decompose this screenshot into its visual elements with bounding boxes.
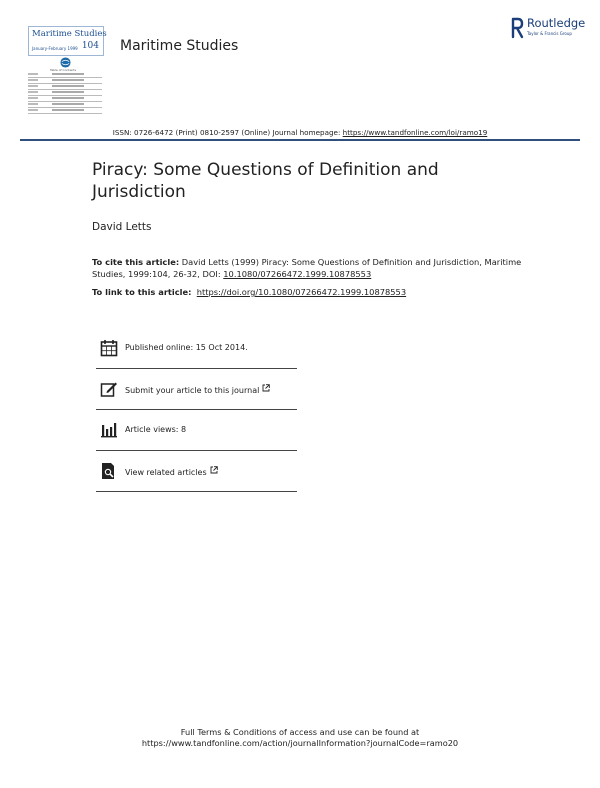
issn-text: ISSN: 0726-6472 (Print) 0810-2597 (Online) Journal homepage: xyxy=(112,128,343,137)
article-author: David Letts xyxy=(92,221,152,233)
link-block xyxy=(92,287,406,297)
publisher-name: Routledge xyxy=(527,16,586,30)
routledge-logo-icon xyxy=(511,17,524,39)
article-views-text: Article views: 8 xyxy=(125,425,187,434)
publisher-tagline: Taylor & Francis Group xyxy=(527,31,572,36)
cover-subtitle: January-February 1999 xyxy=(32,46,78,51)
article-views-box xyxy=(96,410,297,451)
cover-contents-list xyxy=(28,72,102,114)
edit-icon xyxy=(100,380,118,398)
cover-header-band xyxy=(28,26,107,56)
related-articles-label: View related articles xyxy=(125,468,207,477)
cover-title: Maritime Studies xyxy=(32,29,107,39)
cover-issue-number: 104 xyxy=(81,41,99,51)
external-link-icon xyxy=(210,466,218,474)
submit-article-label: Submit your article to this journal xyxy=(125,386,260,395)
cover-contents-label: Table of Contents xyxy=(50,68,77,72)
related-articles-box[interactable] xyxy=(96,451,297,492)
submit-article-link[interactable] xyxy=(125,384,270,395)
calendar-icon xyxy=(100,339,118,357)
external-link-icon xyxy=(262,384,270,392)
citation-text: David Letts (1999) Piracy: Some Questions of Definition and Jurisdiction, Maritime Studies, 1999:104, 26-32, DOI: xyxy=(92,257,522,279)
globe-icon xyxy=(60,57,71,68)
footer xyxy=(0,727,600,749)
bar-chart-icon xyxy=(100,421,118,439)
article-doi-link[interactable]: https://doi.org/10.1080/07266472.1999.10878553 xyxy=(196,287,407,297)
footer-terms-text: Full Terms & Conditions of access and use can be found at xyxy=(180,727,420,737)
related-articles-link[interactable] xyxy=(125,466,218,477)
submit-article-box[interactable] xyxy=(96,369,297,410)
document-search-icon xyxy=(100,462,118,480)
issn-line xyxy=(0,128,600,137)
header-divider xyxy=(20,139,580,141)
link-label: To link to this article: xyxy=(92,287,192,297)
journal-cover-thumbnail xyxy=(28,26,107,110)
citation-doi-link[interactable]: 10.1080/07266472.1999.10878553 xyxy=(223,268,372,279)
journal-homepage-link[interactable]: https://www.tandfonline.com/loi/ramo19 xyxy=(342,128,488,137)
box-divider xyxy=(96,491,297,492)
citation-block xyxy=(92,257,522,280)
published-online-text: Published online: 15 Oct 2014. xyxy=(125,343,248,352)
published-online-box xyxy=(96,328,297,369)
citation-label: To cite this article: xyxy=(92,257,180,267)
article-title: Piracy: Some Questions of Definition and Jurisdiction xyxy=(92,160,439,202)
footer-terms-link[interactable]: https://www.tandfonline.com/action/journalInformation?journalCode=ramo20 xyxy=(141,738,459,748)
journal-name: Maritime Studies xyxy=(120,38,239,54)
